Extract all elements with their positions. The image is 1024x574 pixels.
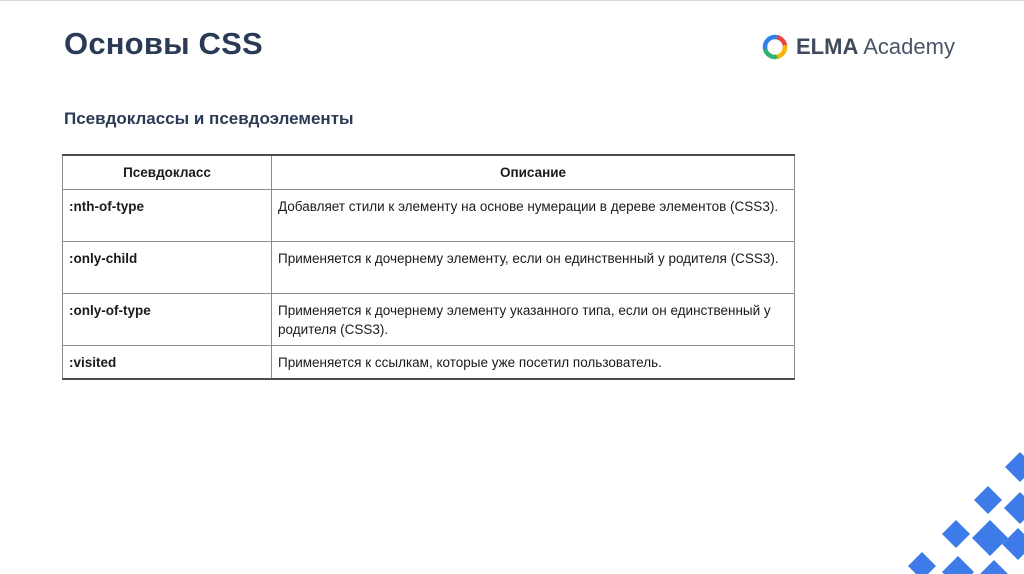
table-row bbox=[63, 294, 795, 346]
pseudo-class-description: Применяется к ссылкам, которые уже посетил пользователь. bbox=[272, 346, 795, 380]
pseudo-class-name: :nth-of-type bbox=[63, 190, 272, 242]
logo-suffix: Academy bbox=[863, 34, 955, 59]
elma-logo-icon bbox=[762, 34, 788, 60]
pseudo-classes-table bbox=[62, 154, 795, 380]
table-row bbox=[63, 346, 795, 380]
diamond-shape bbox=[908, 552, 936, 574]
pseudo-class-description: Добавляет стили к элементу на основе нумерации в дереве элементов (CSS3). bbox=[272, 190, 795, 242]
slide-title: Основы CSS bbox=[64, 26, 263, 61]
pseudo-class-description: Применяется к дочернему элементу указанного типа, если он единственный у родителя (CSS3). bbox=[272, 294, 795, 346]
logo-text bbox=[796, 34, 955, 60]
table-row bbox=[63, 242, 795, 294]
diamond-shape bbox=[1004, 492, 1024, 524]
top-border bbox=[0, 0, 1024, 1]
elma-academy-logo bbox=[762, 33, 955, 61]
column-header-description: Описание bbox=[272, 155, 795, 190]
diamond-shape bbox=[942, 556, 974, 574]
section-subtitle: Псевдоклассы и псевдоэлементы bbox=[64, 109, 354, 128]
diamond-shape bbox=[974, 486, 1002, 514]
table-header-row bbox=[63, 155, 795, 190]
pseudo-class-name: :only-of-type bbox=[63, 294, 272, 346]
column-header-pseudo-class: Псевдокласс bbox=[63, 155, 272, 190]
logo-brand: ELMA bbox=[796, 34, 859, 59]
table-row bbox=[63, 190, 795, 242]
diamond-shape bbox=[942, 520, 970, 548]
pseudo-class-description: Применяется к дочернему элементу, если он единственный у родителя (CSS3). bbox=[272, 242, 795, 294]
pseudo-class-name: :visited bbox=[63, 346, 272, 380]
diamond-shape bbox=[1002, 528, 1024, 560]
pseudo-class-name: :only-child bbox=[63, 242, 272, 294]
diamond-shape bbox=[972, 520, 1008, 556]
diamond-shape bbox=[978, 560, 1010, 574]
diamond-shape bbox=[1005, 452, 1024, 482]
